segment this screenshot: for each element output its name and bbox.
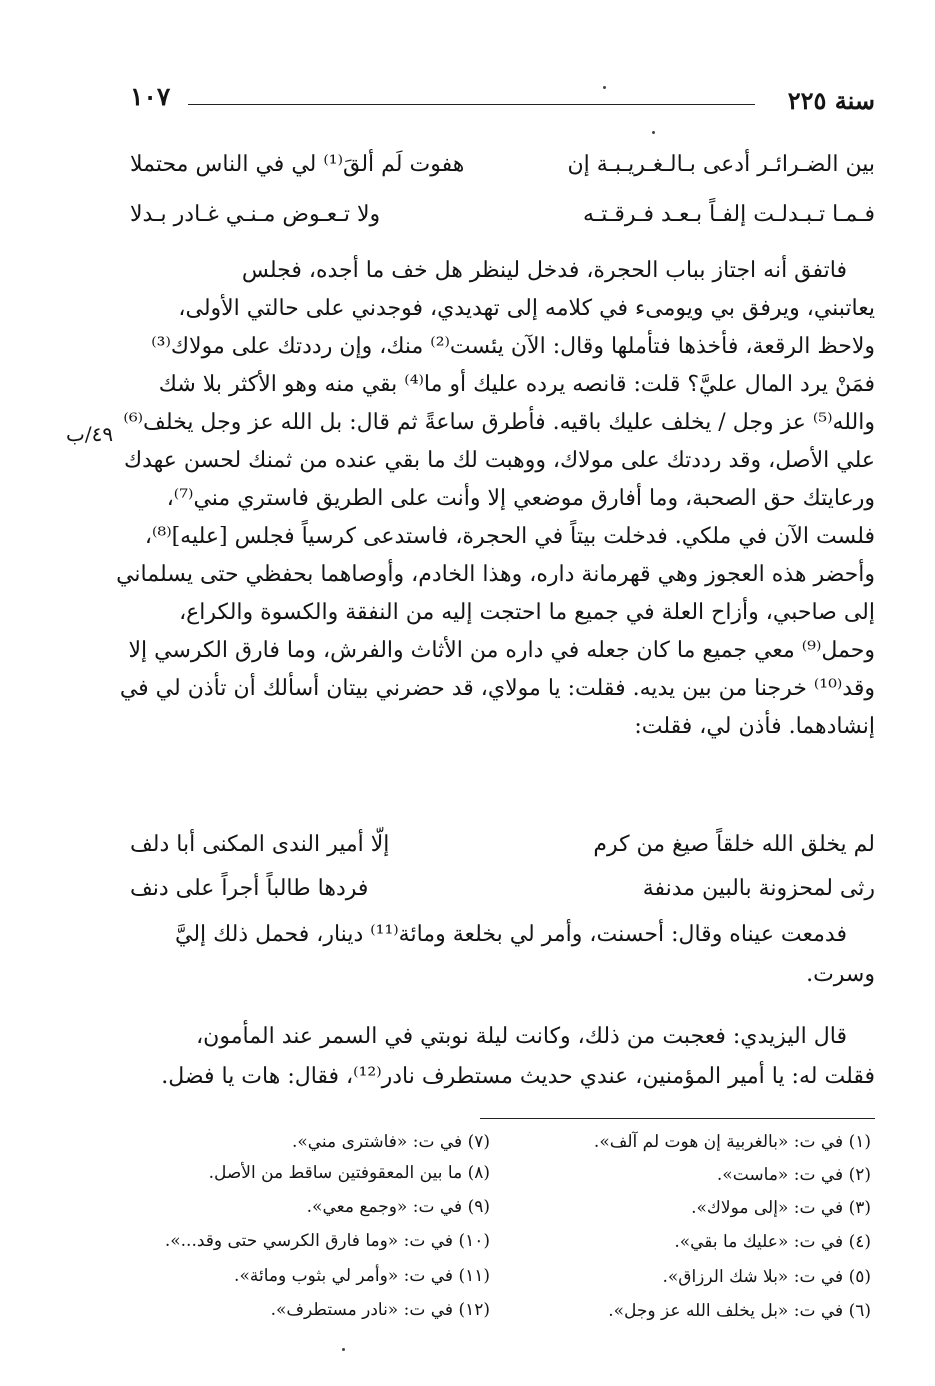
footnote: (١٢) في ت: «نادر مستطرف». (270, 1300, 490, 1320)
paragraph-line: ورعايتك حق الصحبة، وما أفارق موضعي إلا وأنت على الطريق فاستري مني⁽⁷⁾، (166, 486, 875, 511)
paragraph-line: فاتفق أنه اجتاز بباب الحجرة، فدخل لينظر هل خف ما أجده، فجلس (241, 258, 847, 283)
paragraph-line: علي الأصل، وقد رددتك على مولاك، ووهبت لك ما بقي عنده من ثمنك لحسن عهدك (123, 448, 875, 473)
footnote: (٦) في ت: «بل يخلف الله عز وجل». (608, 1301, 871, 1321)
paragraph-line: وقد⁽¹⁰⁾ خرجنا من بين يديه. فقلت: يا مولاي، قد حضرني بيتان أسألك أن تأذن لي في (119, 676, 875, 701)
verse-hemistich-left: هفوت لَم ألقَ⁽¹⁾ لي في الناس محتملا (130, 152, 465, 177)
paragraph-line: فدمعت عيناه وقال: أحسنت، وأمر لي بخلعة ومائة⁽¹¹⁾ دينار، فحمل ذلك إليَّ (174, 922, 847, 947)
footnote: (١٠) في ت: «وما فارق الكرسي حتى وقد...». (164, 1231, 490, 1251)
page-header (130, 82, 875, 120)
footnote: (٨) ما بين المعقوفتين ساقط من الأصل. (208, 1163, 490, 1183)
page-number: ١٠٧ (130, 82, 171, 111)
paragraph-line: ولاحظ الرقعة، فأخذها فتأملها وقال: الآن يئست⁽²⁾ منك، وإن رددتك على مولاك⁽³⁾ (151, 334, 875, 359)
paragraph-line: فقلت له: يا أمير المؤمنين، عندي حديث مستطرف نادر⁽¹²⁾، فقال: هات يا فضل. (161, 1064, 875, 1089)
footnote: (١١) في ت: «وأمر لي بثوب ومائة». (234, 1266, 490, 1286)
verse-hemistich-right: رثى لمحزونة بالبين مدنفة (642, 876, 875, 901)
footnote: (٣) في ت: «إلى مولاك». (691, 1198, 871, 1218)
scan-speck (603, 86, 606, 89)
paragraph-line: يعاتبني، ويرفق بي ويومىء في كلامه إلى تهديدي، فوجدني على حالتي الأولى، (178, 296, 875, 321)
scan-speck (342, 1348, 345, 1351)
footnote: (٥) في ت: «بلا شك الرزاق». (662, 1267, 871, 1287)
footnote: (١) في ت: «بالغربية إن هوت لم آلف». (593, 1132, 871, 1152)
header-rule (188, 104, 755, 105)
footnote: (٧) في ت: «فاشترى مني». (291, 1132, 490, 1152)
footnote-rule (480, 1118, 875, 1119)
paragraph-line: إنشادهما. فأذن لي، فقلت: (634, 714, 875, 739)
verse-hemistich-left: ولا تـعـوض مـنـي غـادر بـدلا (130, 202, 381, 227)
scan-speck (652, 131, 655, 134)
paragraph-line: وسرت. (806, 962, 875, 987)
folio-marker: ٤٩/ب (66, 422, 114, 446)
paragraph-line: وأحضر هذه العجوز وهي قهرمانة داره، وهذا الخادم، وأوصاهما بحفظي حتى يسلماني (116, 562, 875, 587)
paragraph-line: وحمل⁽⁹⁾ معي جميع ما كان جعله في داره من الأثاث والفرش، وما فارق الكرسي إلا (128, 638, 875, 663)
verse-hemistich-right: فـمـا تـبـدلـت إلفـاً بـعـد فـرقـتـه (583, 202, 875, 227)
running-title: سنة ٢٢٥ (787, 86, 875, 115)
paragraph-line: فمَنْ يرد المال عليَّ؟ قلت: قانصه يرده عليك أو ما⁽⁴⁾ بقي منه وهو الأكثر بلا شك (158, 372, 875, 397)
footnote: (٩) في ت: «وجمع معي». (306, 1197, 490, 1217)
paragraph-line: قال اليزيدي: فعجبت من ذلك، وكانت ليلة نوبتي في السمر عند المأمون، (196, 1024, 847, 1049)
paragraph-line: فلست الآن في ملكي. فدخلت بيتاً في الحجرة، فاستدعى كرسياً فجلس [عليه]⁽⁸⁾، (144, 524, 875, 549)
footnote: (٤) في ت: «عليك ما بقي». (674, 1232, 871, 1252)
verse-hemistich-right: بين الضـرائـر أدعى بـالـغـريـبـة إن (567, 152, 875, 177)
verse-hemistich-right: لم يخلق الله خلقاً صيغ من كرم (593, 832, 875, 857)
paragraph-line: والله⁽⁵⁾ عز وجل / يخلف عليك باقيه. فأطرق ساعةً ثم قال: بل الله عز وجل يخلف⁽⁶⁾ (123, 410, 875, 435)
verse-hemistich-left: فردها طالباً أجراً على دنف (130, 876, 369, 901)
verse-hemistich-left: إلّا أمير الندى المكنى أبا دلف (130, 832, 390, 857)
paragraph-line: إلى صاحبي، وأزاح العلة في جميع ما احتجت إليه من النفقة والكسوة والكراع، (179, 600, 875, 625)
footnote: (٢) في ت: «ماست». (716, 1165, 871, 1185)
